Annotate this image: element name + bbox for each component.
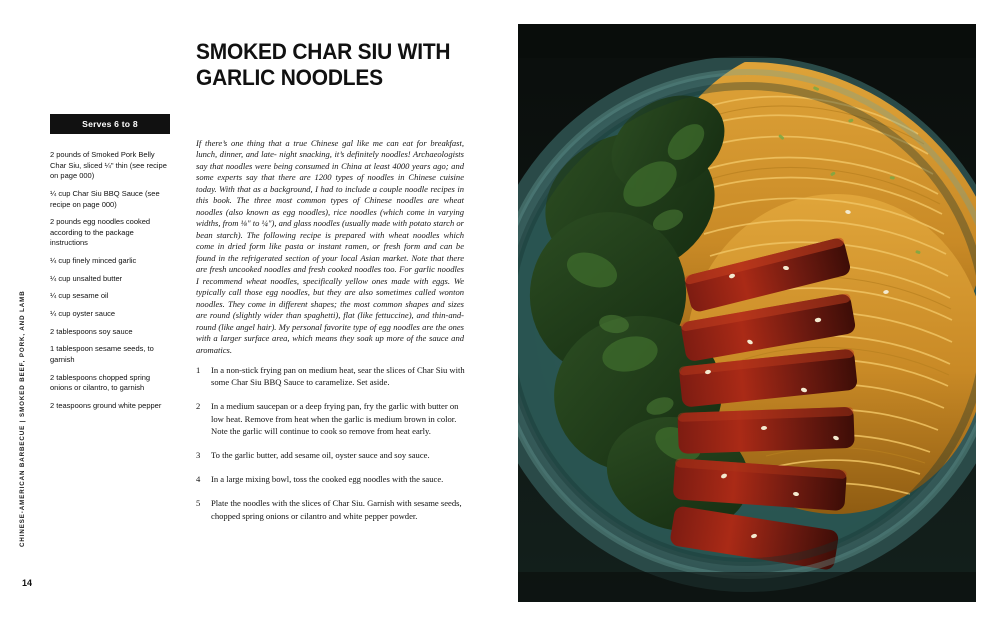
running-head: CHINESE-AMERICAN BARBECUE | SMOKED BEEF, PORK, AND LAMB [19,290,26,547]
instruction-step [196,497,468,521]
serves-badge: Serves 6 to 8 [50,114,170,134]
instruction-step [196,400,468,437]
recipe-photo-illustration [518,24,976,602]
list-item: ¼ cup unsalted butter [50,273,123,283]
page-number: 14 [22,578,33,588]
list-item: 2 pounds egg noodles cooked according to the package instructions [50,217,151,248]
step-number: 3 [196,450,201,461]
step-text: Plate the noodles with the slices of Char Siu. Garnish with sesame seeds, chopped spring onions or cilantro and white pepper powder. [211,498,462,521]
list-item: ¼ cup sesame oil [50,291,109,301]
list-item: 2 pounds of Smoked Pork Belly Char Siu, sliced ¼" thin (see recipe on page 000) [50,150,167,181]
step-text: In a medium saucepan or a deep frying pan, fry the garlic with butter on low heat. Remove from heat when the garlic is medium brown in color. Note the garlic will continue to cook so remove from heat early. [211,401,459,436]
step-number: 2 [196,401,201,412]
intro-paragraph: If there’s one thing that a true Chinese gal like me can eat for breakfast, lunch, dinner, and late- night snacking, it’s definitely noodles! Archaeologists say that noodles were being consumed in China at least 4000 years ago; and some experts say that there are 1200 types of noodles in Chinese cuisine today. With that as a background, I had to include a couple noodle recipes in this book. The three most common types of Chinese noodles are wheat noodles (also known as egg noodles), rice noodles (which come in varying widths, from ⅛" to ¼"), and glass noodles (usually made with potato starch or bean starch). The following recipe is prepared with wheat noodles which come in dried form like pasta or instant ramen, or fresh form and can be found in the refrigerated section of your local Asian market. Note that there are fresh uncooked noodles and fresh cooked noodles too. For garlic noodles I recommend wheat noodles, specifically yellow ones made with eggs. We typically call those egg noodles, but they are also sometimes called wonton noodles. They come in different shapes; the most common shapes and sizes are round (slightly wider than spaghetti), flat (like fettuccine), and thin-and-round (like angel hair). My personal favorite type of egg noodles are the ones with a larger surface area, which means they soak up more of the sauce and aromatics. [196,138,464,355]
recipe-photo [518,24,976,602]
page-title: SMOKED CHAR SIU WITH GARLIC NOODLES [196,39,451,91]
list-item: 2 tablespoons soy sauce [50,326,133,336]
ingredients-items [50,150,172,412]
step-number: 4 [196,474,201,485]
step-number: 5 [196,498,201,509]
list-item: 2 tablespoons chopped spring onions or cilantro, to garnish [50,372,151,393]
step-text: To the garlic butter, add sesame oil, oyster sauce and soy sauce. [211,450,430,461]
list-item: 2 teaspoons ground white pepper [50,400,162,410]
list-item: ¼ cup Char Siu BBQ Sauce (see recipe on page 000) [50,188,160,209]
ingredients-list [50,150,172,419]
step-number: 1 [196,365,201,375]
step-text: In a non-stick frying pan on medium heat, sear the slices of Char Siu with some Char Siu BBQ Sauce to caramelize. Set aside. [211,365,465,388]
instruction-step [196,364,468,388]
list-item: 1 tablespoon sesame seeds, to garnish [50,344,154,364]
step-text: In a large mixing bowl, toss the cooked egg noodles with the sauce. [211,474,444,485]
instructions-list [196,364,468,534]
instruction-step [196,473,468,485]
list-item: ¼ cup finely minced garlic [50,256,137,266]
list-item: ¼ cup oyster sauce [50,309,116,319]
instruction-step [196,449,468,461]
